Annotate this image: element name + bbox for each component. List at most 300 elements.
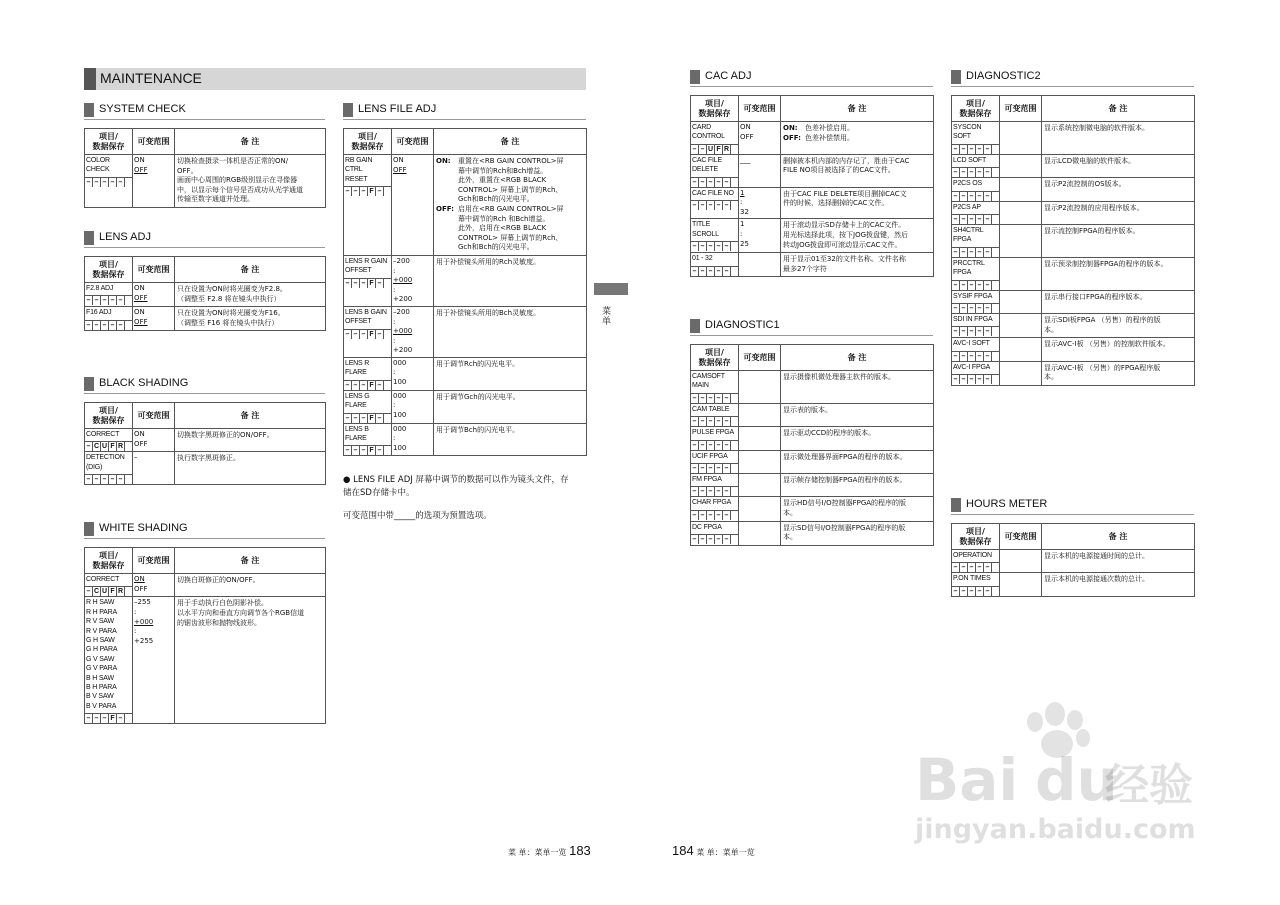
table-row bbox=[691, 403, 934, 426]
item-name: CHAR FPGA bbox=[692, 499, 732, 507]
item-cell bbox=[85, 452, 133, 485]
item-cell bbox=[691, 187, 739, 219]
save-flag: – bbox=[723, 242, 731, 251]
save-flag: – bbox=[723, 487, 731, 496]
table-row bbox=[952, 338, 1195, 361]
definition-key: ON: bbox=[783, 124, 798, 132]
item-cell bbox=[691, 403, 739, 426]
save-flag: – bbox=[699, 267, 707, 276]
range-cell bbox=[1000, 122, 1042, 155]
remark-text: 只在设置为ON时将光圈变为F16。 （调整至 F16 将在镜头中执行） bbox=[177, 309, 285, 327]
save-flag: – bbox=[85, 587, 93, 596]
range-cell bbox=[392, 390, 434, 423]
range-cell bbox=[392, 306, 434, 357]
save-flag: – bbox=[976, 587, 984, 596]
range-value: +200 bbox=[393, 346, 413, 355]
data-save-flags bbox=[85, 320, 132, 330]
remark-text: 显示串行接口FPGA的程序版本。 bbox=[1044, 292, 1147, 301]
save-flag: – bbox=[707, 267, 715, 276]
section-hours-meter bbox=[951, 497, 1194, 597]
save-flag: – bbox=[984, 281, 992, 290]
save-flag: – bbox=[85, 714, 93, 723]
remark-cell bbox=[781, 450, 934, 473]
save-flag: – bbox=[968, 587, 976, 596]
section-header bbox=[84, 230, 325, 248]
table-row bbox=[85, 597, 326, 724]
table-row bbox=[85, 429, 326, 452]
item-cell bbox=[344, 390, 392, 423]
save-flag: – bbox=[85, 321, 93, 330]
save-flag: – bbox=[691, 535, 699, 544]
header-remark: 备 注 bbox=[175, 548, 326, 574]
save-flag: – bbox=[691, 201, 699, 210]
save-flag: – bbox=[960, 281, 968, 290]
item-name: SH4CTRL FPGA bbox=[953, 227, 984, 244]
save-flag: – bbox=[968, 327, 976, 336]
save-flag: – bbox=[117, 475, 125, 484]
header-item: 项目/ 数据保存 bbox=[952, 96, 1000, 122]
save-flag: – bbox=[976, 168, 984, 177]
item-name: AVC-I SOFT bbox=[953, 340, 990, 348]
section-title: DIAGNOSTIC2 bbox=[966, 70, 1041, 82]
save-flag: – bbox=[952, 168, 960, 177]
header-item: 项目/ 数据保存 bbox=[344, 129, 392, 155]
range-value: : bbox=[134, 627, 137, 636]
range-cell bbox=[739, 521, 781, 545]
table-row bbox=[344, 390, 587, 423]
save-flag: – bbox=[707, 178, 715, 187]
remark-text: 用于显示01至32的文件名称。文件名称 最多27个字符 bbox=[783, 255, 906, 273]
section-header bbox=[951, 497, 1194, 515]
save-flag: – bbox=[960, 587, 968, 596]
range-value: 100 bbox=[393, 410, 407, 419]
remark-text: 显示本机的电源接通次数的总计。 bbox=[1044, 575, 1149, 584]
range-value: OFF bbox=[134, 439, 148, 448]
definition-text: 色差补偿禁用。 bbox=[805, 133, 854, 142]
save-flag: – bbox=[352, 381, 360, 390]
save-flag: – bbox=[968, 145, 976, 154]
footer-left-label: 菜 单：菜单一览 bbox=[508, 848, 567, 857]
range-value: – bbox=[134, 453, 138, 462]
save-flag: – bbox=[960, 304, 968, 313]
save-flag: – bbox=[352, 187, 360, 196]
side-tab-marker bbox=[594, 283, 628, 295]
save-flag: – bbox=[976, 327, 984, 336]
section-marker bbox=[343, 103, 353, 117]
item-name: CAC FILE DELETE bbox=[692, 156, 722, 174]
range-cell bbox=[739, 371, 781, 404]
data-save-flags bbox=[344, 278, 391, 288]
range-value: : bbox=[393, 285, 396, 294]
item-name: CAMSOFT MAIN bbox=[692, 373, 725, 390]
save-flag: – bbox=[707, 511, 715, 520]
remark-definition bbox=[436, 157, 584, 205]
save-flag: – bbox=[952, 563, 960, 572]
range-value: 000 bbox=[393, 391, 407, 400]
data-save-flags bbox=[344, 445, 391, 455]
item-name: PRCCTRL FPGA bbox=[953, 259, 985, 277]
save-flag: – bbox=[968, 375, 976, 384]
save-flag: – bbox=[360, 381, 368, 390]
remark-cell bbox=[781, 403, 934, 426]
table-row bbox=[691, 474, 934, 497]
save-flag: U bbox=[707, 145, 714, 153]
section-header bbox=[690, 69, 933, 87]
item-cell bbox=[952, 361, 1000, 385]
range-cell bbox=[739, 219, 781, 253]
save-flag: – bbox=[101, 714, 109, 723]
range-value: 32 bbox=[740, 207, 749, 216]
item-name: COLOR CHECK bbox=[86, 157, 110, 174]
range-cell bbox=[739, 122, 781, 155]
save-flag: F bbox=[368, 330, 376, 339]
save-flag: – bbox=[723, 464, 731, 473]
data-save-flags bbox=[691, 144, 738, 154]
save-flag: – bbox=[101, 178, 109, 187]
save-flag: – bbox=[984, 327, 992, 336]
save-flag: – bbox=[85, 475, 93, 484]
table-row bbox=[952, 314, 1195, 338]
data-save-flags bbox=[85, 474, 132, 484]
item-name: P2CS AP bbox=[953, 203, 981, 211]
item-name: RB GAIN CTRL RESET bbox=[345, 157, 373, 183]
remark-cell bbox=[434, 155, 587, 256]
data-save-flags bbox=[952, 191, 999, 201]
save-flag: – bbox=[117, 714, 125, 723]
section-title: HOURS METER bbox=[966, 498, 1048, 510]
save-flag: – bbox=[715, 201, 723, 210]
table-row bbox=[691, 497, 934, 521]
settings-table bbox=[951, 523, 1195, 597]
table-row bbox=[952, 257, 1195, 290]
item-name: OPERATION bbox=[953, 552, 992, 559]
remark-cell bbox=[175, 452, 326, 485]
save-flag: – bbox=[968, 563, 976, 572]
range-cell bbox=[739, 427, 781, 450]
range-cell bbox=[392, 255, 434, 306]
remark-text: 用于手动执行白色阴影补偿。 以水平方向和垂直方向调节各个RGB信道 的锯齿波形和抛物线波形。 bbox=[177, 599, 305, 627]
header-range: 可变范围 bbox=[133, 403, 175, 429]
save-flag: – bbox=[93, 296, 101, 305]
save-flag: – bbox=[109, 475, 117, 484]
definition-text: 重置在<RB GAIN CONTROL>屏 幕中调节的Rch和Bch增益。 此外，重置在<RGB BLACK CONTROL> 屏幕上调节的Rch、 Gch和Bch的闪光电平。 bbox=[458, 157, 564, 204]
settings-table bbox=[343, 128, 587, 456]
remark-cell bbox=[1042, 154, 1195, 177]
title-marker bbox=[84, 68, 96, 90]
range-cell bbox=[1000, 573, 1042, 596]
save-flag: – bbox=[85, 296, 93, 305]
save-flag: – bbox=[960, 375, 968, 384]
range-cell bbox=[392, 423, 434, 456]
item-name: SYSIF FPGA bbox=[953, 292, 993, 300]
save-flag: F bbox=[368, 381, 376, 390]
table-row bbox=[952, 154, 1195, 177]
save-flag: – bbox=[976, 192, 984, 201]
item-cell bbox=[344, 155, 392, 256]
save-flag: – bbox=[376, 279, 384, 288]
item-name: CORRECT bbox=[86, 431, 120, 438]
item-name: P.ON TIMES bbox=[953, 575, 991, 583]
remark-text: 显示AVC-I板 （另售）的FPGA程序版 本。 bbox=[1044, 363, 1161, 382]
save-flag: – bbox=[952, 145, 960, 154]
save-flag: – bbox=[707, 417, 715, 426]
item-cell bbox=[691, 219, 739, 253]
table-header-row bbox=[85, 129, 326, 155]
range-value: : bbox=[393, 434, 396, 443]
data-save-flags bbox=[952, 247, 999, 257]
save-flag: – bbox=[968, 248, 976, 257]
data-save-flags bbox=[691, 177, 738, 187]
item-cell bbox=[691, 122, 739, 155]
range-value: 1 bbox=[740, 220, 745, 229]
save-flag: – bbox=[101, 475, 109, 484]
footer-left bbox=[508, 843, 591, 858]
remark-text: 执行数字黑斑修正。 bbox=[177, 454, 240, 463]
table-row bbox=[344, 357, 587, 390]
save-flag: – bbox=[691, 417, 699, 426]
remark-cell bbox=[781, 253, 934, 277]
data-save-flags bbox=[952, 374, 999, 384]
range-cell bbox=[739, 187, 781, 219]
data-save-flags bbox=[691, 534, 738, 544]
save-flag: – bbox=[691, 511, 699, 520]
remark-text: 显示预录制控制器FPGA的程序的版本。 bbox=[1044, 259, 1168, 268]
table-row bbox=[344, 423, 587, 456]
header-range: 可变范围 bbox=[133, 129, 175, 155]
save-flag: – bbox=[691, 464, 699, 473]
remark-text: 用于调节Rch的闪光电平。 bbox=[436, 359, 520, 368]
section-header bbox=[84, 521, 325, 539]
table-row bbox=[952, 361, 1195, 385]
save-flag: – bbox=[984, 375, 992, 384]
range-value: +000 bbox=[393, 327, 413, 336]
save-flag: – bbox=[715, 267, 723, 276]
item-name: 01 - 32 bbox=[692, 255, 713, 263]
save-flag: – bbox=[952, 215, 960, 224]
save-flag: – bbox=[976, 375, 984, 384]
save-flag: – bbox=[723, 441, 731, 450]
range-value: 100 bbox=[393, 443, 407, 452]
range-value: OFF bbox=[134, 165, 148, 174]
save-flag: – bbox=[715, 535, 723, 544]
section-marker bbox=[951, 70, 961, 84]
range-value: +000 bbox=[393, 276, 413, 285]
header-range: 可变范围 bbox=[133, 548, 175, 574]
save-flag: – bbox=[960, 215, 968, 224]
range-cell bbox=[133, 574, 175, 597]
section-header bbox=[84, 102, 325, 120]
remark-text: 显示帧存储控制器FPGA的程序的版本。 bbox=[783, 476, 907, 485]
save-flag: U bbox=[101, 443, 108, 451]
save-flag: – bbox=[707, 487, 715, 496]
save-flag: – bbox=[85, 442, 93, 451]
save-flag: – bbox=[723, 201, 731, 210]
item-cell bbox=[952, 550, 1000, 573]
save-flag: – bbox=[376, 414, 384, 423]
remark-cell bbox=[175, 307, 326, 331]
item-cell bbox=[85, 597, 133, 724]
table-row bbox=[691, 427, 934, 450]
data-save-flags bbox=[952, 280, 999, 290]
save-flag: – bbox=[984, 168, 992, 177]
save-flag: – bbox=[960, 327, 968, 336]
item-cell bbox=[691, 521, 739, 545]
item-cell bbox=[952, 201, 1000, 224]
remark-cell bbox=[1042, 573, 1195, 596]
remark-definition bbox=[783, 124, 931, 134]
item-name: DETECTION (DIG) bbox=[86, 454, 125, 471]
section-header bbox=[343, 102, 586, 120]
save-flag: – bbox=[723, 178, 731, 187]
item-name: CAC FILE NO bbox=[692, 189, 734, 197]
remark-text: 显示HD信号I/O控制器FPGA的程序的版 本。 bbox=[783, 499, 907, 518]
save-flag: – bbox=[344, 446, 352, 455]
range-value: OFF bbox=[134, 584, 148, 593]
remark-cell bbox=[175, 283, 326, 307]
save-flag: F bbox=[368, 446, 376, 455]
save-flag: F bbox=[368, 414, 376, 423]
range-cell bbox=[133, 452, 175, 485]
remark-cell bbox=[781, 497, 934, 521]
range-cell bbox=[1000, 361, 1042, 385]
data-save-flags bbox=[691, 440, 738, 450]
save-flag: U bbox=[101, 588, 108, 596]
range-value: ON bbox=[134, 430, 145, 438]
save-flag: – bbox=[984, 587, 992, 596]
table-row bbox=[952, 225, 1195, 258]
range-cell bbox=[1000, 201, 1042, 224]
note-preset: 可变范围中带_____的选项为预置选项。 bbox=[343, 511, 492, 521]
remark-text: 切换检查摄录一体机是否正常的ON/ OFF。 画面中心周围的RGB级别显示在寻像器 中，以显示每个信号是否成功从光学通道 传输至数字通道并处理。 bbox=[177, 157, 303, 204]
table-header-row bbox=[952, 96, 1195, 122]
range-cell bbox=[1000, 154, 1042, 177]
definition-key: ON: bbox=[436, 157, 451, 165]
save-flag: – bbox=[715, 394, 723, 403]
section-diagnostic1 bbox=[690, 318, 933, 546]
save-flag: – bbox=[984, 304, 992, 313]
definition-text: 启用在<RB GAIN CONTROL>屏 幕中调节的Rch 和Bch增益。 此外，启用在<RGB BLACK CONTROL> 屏幕上调节的Rch、 Gch和Bch的闪光电平。 bbox=[458, 204, 564, 252]
section-marker bbox=[951, 498, 961, 512]
save-flag: – bbox=[976, 304, 984, 313]
section-marker bbox=[690, 319, 700, 333]
definition-text: 色差补偿启用。 bbox=[805, 124, 854, 132]
save-flag: – bbox=[952, 352, 960, 361]
table-row bbox=[691, 253, 934, 277]
save-flag: – bbox=[707, 441, 715, 450]
section-title: DIAGNOSTIC1 bbox=[705, 319, 780, 331]
save-flag: F bbox=[109, 587, 117, 596]
save-flag: C bbox=[93, 443, 100, 451]
save-flag: – bbox=[691, 394, 699, 403]
remark-cell bbox=[1042, 361, 1195, 385]
header-item: 项目/ 数据保存 bbox=[691, 96, 739, 122]
save-flag: – bbox=[715, 464, 723, 473]
save-flag: – bbox=[691, 487, 699, 496]
item-name: F2.8 ADJ bbox=[86, 285, 114, 292]
settings-table bbox=[951, 95, 1195, 386]
remark-text: 只在设置为ON时将光圈变为F2.8。 （调整至 F2.8 将在镜头中执行） bbox=[177, 285, 287, 303]
header-remark: 备 注 bbox=[434, 129, 587, 155]
remark-text: 显示系统控制微电脑的软件版本。 bbox=[1044, 124, 1149, 132]
note-lens-file-text: LENS FILE ADJ 屏幕中调节的数据可以作为镜头文件，存 储在SD存储卡中。 bbox=[343, 475, 569, 498]
range-value: –200 bbox=[393, 307, 410, 316]
page-title: MAINTENANCE bbox=[100, 70, 202, 86]
item-name: PULSE FPGA bbox=[692, 429, 734, 437]
remark-cell bbox=[781, 371, 934, 404]
save-flag: – bbox=[952, 281, 960, 290]
save-flag: R bbox=[117, 588, 124, 596]
header-remark: 备 注 bbox=[175, 403, 326, 429]
save-flag: – bbox=[976, 215, 984, 224]
data-save-flags bbox=[952, 303, 999, 313]
save-flag: – bbox=[376, 446, 384, 455]
remark-cell bbox=[781, 427, 934, 450]
table-row bbox=[85, 283, 326, 307]
item-cell bbox=[85, 283, 133, 307]
header-range: 可变范围 bbox=[133, 257, 175, 283]
save-flag: – bbox=[699, 145, 707, 154]
item-name: FM FPGA bbox=[692, 476, 722, 484]
save-flag: – bbox=[984, 215, 992, 224]
item-name: R H SAW R H PARA R V SAW R V PARA G H SAW G H PARA G V SAW G V PARA B H SAW B H PARA B V SAW B V PARA bbox=[86, 599, 118, 710]
remark-cell bbox=[781, 154, 934, 187]
range-value: –255 bbox=[134, 598, 151, 607]
save-flag: – bbox=[344, 381, 352, 390]
table-row bbox=[952, 201, 1195, 224]
remark-text: 显示SDI板FPGA （另售）的程序的版 本。 bbox=[1044, 316, 1161, 334]
remark-text: 用于补偿镜头所用的Bch灵敏度。 bbox=[436, 308, 541, 317]
remark-text: 删掉被本机内部的内存记了，胜由于CAC FILE NO项目被选择了的CAC文件。 bbox=[783, 156, 910, 175]
save-flag: – bbox=[109, 321, 117, 330]
data-save-flags bbox=[344, 329, 391, 339]
data-save-flags bbox=[691, 463, 738, 473]
range-value: : bbox=[393, 401, 396, 410]
range-value: +000 bbox=[134, 617, 154, 626]
save-flag: – bbox=[976, 281, 984, 290]
remark-text: 用于滚动显示SD存储卡上的CAC文件。 用光标选择此项，按下JOG拨盘键，然后 转动JOG拨盘即可滚动显示CAC文件。 bbox=[783, 221, 908, 249]
range-value: ON bbox=[393, 156, 404, 164]
save-flag: – bbox=[976, 352, 984, 361]
remark-text: 显示P2流控制的应用程序版本。 bbox=[1044, 203, 1144, 212]
save-flag: – bbox=[952, 375, 960, 384]
data-save-flags bbox=[344, 380, 391, 390]
save-flag: – bbox=[360, 330, 368, 339]
header-range: 可变范围 bbox=[1000, 96, 1042, 122]
section-marker bbox=[84, 103, 94, 117]
range-value: OFF bbox=[393, 165, 407, 174]
settings-table bbox=[84, 256, 326, 331]
save-flag: – bbox=[976, 563, 984, 572]
remark-cell bbox=[1042, 550, 1195, 573]
remark-definition bbox=[783, 134, 931, 144]
baidu-jingyan-watermark bbox=[905, 700, 1205, 850]
remark-cell bbox=[1042, 225, 1195, 258]
settings-table bbox=[84, 402, 326, 485]
remark-cell bbox=[781, 187, 934, 219]
save-flag: – bbox=[376, 187, 384, 196]
save-flag: – bbox=[976, 248, 984, 257]
table-row bbox=[952, 290, 1195, 313]
save-flag: – bbox=[376, 330, 384, 339]
header-range: 可变范围 bbox=[392, 129, 434, 155]
header-range: 可变范围 bbox=[739, 345, 781, 371]
remark-cell bbox=[175, 155, 326, 208]
table-row bbox=[344, 155, 587, 256]
save-flag: F bbox=[109, 714, 117, 723]
range-cell bbox=[392, 357, 434, 390]
section-title: WHITE SHADING bbox=[99, 522, 188, 534]
table-row bbox=[85, 574, 326, 597]
